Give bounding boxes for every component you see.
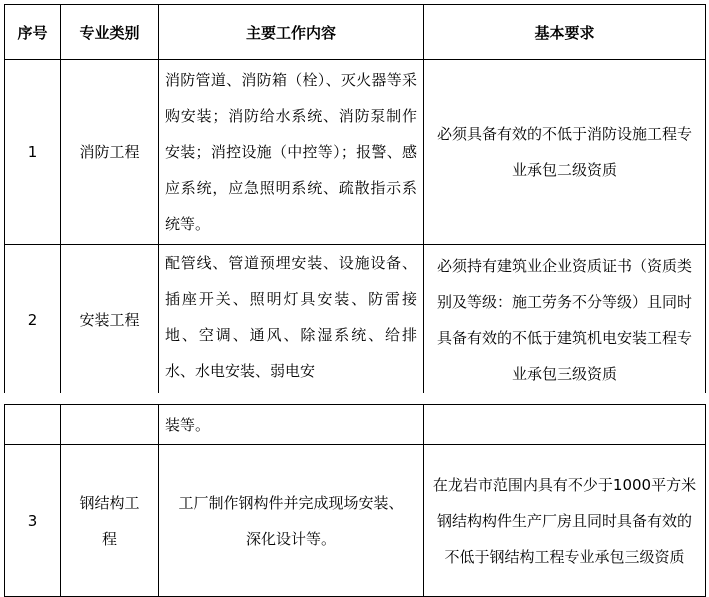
row-index-empty: [5, 405, 61, 445]
row-content: 消防管道、消防箱（栓）、灭火器等采购安装；消防给水系统、消防泵制作安装；消控设施（中控等）；报警、感应系统，应急照明系统、疏散指示系统等。: [159, 60, 424, 245]
row-category: 钢结构工程: [61, 445, 159, 597]
requirements-table-page2: [4, 404, 706, 597]
table-row: [5, 245, 706, 395]
header-category: 专业类别: [61, 5, 159, 60]
table-row-continued: [5, 405, 706, 445]
row-index: 1: [5, 60, 61, 245]
row-category-empty: [61, 405, 159, 445]
row-index: 2: [5, 245, 61, 395]
requirements-table-page1: [4, 4, 706, 395]
row-index: 3: [5, 445, 61, 597]
row-category: 消防工程: [61, 60, 159, 245]
row-content-continued: 装等。: [159, 405, 424, 445]
page-break: [0, 393, 709, 403]
row-requirement: 在龙岩市范围内具有不少于1000平方米钢结构构件生产厂房且同时具备有效的不低于钢结构工程专业承包三级资质: [424, 445, 706, 597]
header-index: 序号: [5, 5, 61, 60]
table-row: [5, 445, 706, 597]
row-requirement: 必须具备有效的不低于消防设施工程专业承包二级资质: [424, 60, 706, 245]
row-category: 安装工程: [61, 245, 159, 395]
header-content: 主要工作内容: [159, 5, 424, 60]
row-requirement: 必须持有建筑业企业资质证书（资质类别及等级：施工劳务不分等级）且同时具备有效的不低于建筑机电安装工程专业承包三级资质: [424, 245, 706, 395]
header-requirement: 基本要求: [424, 5, 706, 60]
row-content: 工厂制作钢构件并完成现场安装、深化设计等。: [159, 445, 424, 597]
table-header-row: [5, 5, 706, 60]
table-row: [5, 60, 706, 245]
row-requirement-empty: [424, 405, 706, 445]
row-content: 配管线、管道预埋安装、设施设备、插座开关、照明灯具安装、防雷接地、空调、通风、除湿系统、给排水、水电安装、弱电安: [159, 245, 424, 395]
